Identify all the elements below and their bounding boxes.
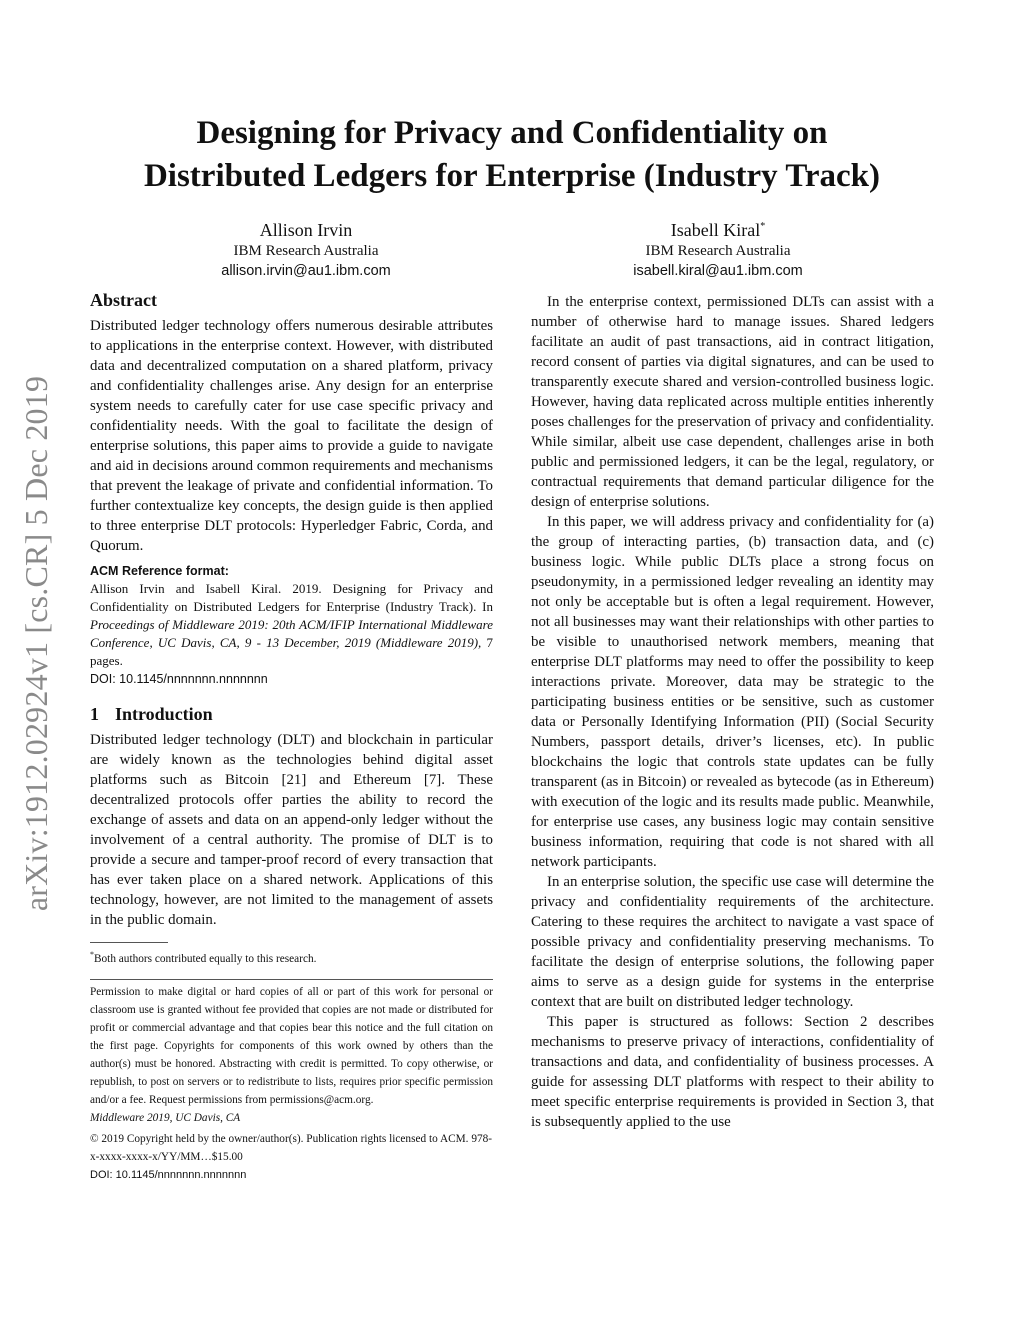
- acm-reference-text: Allison Irvin and Isabell Kiral. 2019. Designing for Privacy and Confidentiality on Distributed Ledgers for Enterprise (Industry Track). In Proceedings of Middleware 2019: 20th ACM/IFIP International Middleware Conference, UC Davis, CA, 9 - 13 December, 2019 (Middleware 2019), 7 pages.: [90, 581, 493, 668]
- copyright-notice: © 2019 Copyright held by the owner/author(s). Publication rights licensed to ACM. 978-x-xxxx-xxxx-x/YY/MM…$15.00: [90, 1132, 493, 1163]
- title-line-2: Distributed Ledgers for Enterprise (Industry Track): [143, 158, 881, 194]
- author-affiliation: IBM Research Australia: [233, 243, 379, 259]
- author-block-2: [588, 216, 848, 282]
- author-block-1: [176, 216, 436, 282]
- author-name: Allison Irvin: [259, 220, 353, 240]
- left-column: [90, 288, 493, 1184]
- intro-paragraph-1: Distributed ledger technology (DLT) and blockchain in particular are widely known as the technologies behind digital asset platforms such as Bitcoin [21] and Ethereum [7]. These decentralized protocols offer parties the ability to record the exchange of assets and data on an append-only ledger without the involvement of a central authority. The promise of DLT is to provide a secure and tamper-proof record of every transaction that has ever taken place on a shared network. Applications of this technology, however, are not limited to the management of assets in the public domain.: [90, 732, 493, 928]
- arxiv-stamp: [6, 361, 68, 926]
- author-email: allison.irvin@au1.ibm.com: [221, 263, 391, 279]
- abstract-text: Distributed ledger technology offers numerous desirable attributes to applications in the enterprise context. However, with distributed data and decentralized computation on a shared platform, privacy and confidentiality challenges arise. Any design for an enterprise system needs to carefully cater for use case specific privacy and confidentiality needs. With the goal to facilitate the design of enterprise solutions, this paper aims to provide a guide to navigate and aid in decisions around common requirements and mechanisms that prevent the leakage of private and confidential information. To further contextualize key concepts, the design guide is then applied to three enterprise DLT protocols: Hyperledger Fabric, Corda, and Quorum.: [90, 318, 493, 554]
- body-paragraph: This paper is structured as follows: Section 2 describes mechanisms to preserve privacy of interactions, confidentiality of transactions and data, and confidentiality of business processes. A guide for assessing DLT platforms with respect to their ability to meet specific enterprise requirements is provided in Section 3, that is subsequently applied to the use: [531, 1014, 934, 1130]
- venue: Middleware 2019, UC Davis, CA: [90, 1111, 241, 1124]
- author-email: isabell.kiral@au1.ibm.com: [633, 263, 803, 279]
- permission-notice: Permission to make digital or hard copies of all or part of this work for personal or classroom use is granted without fee provided that copies are not made or distributed for profit or commercial advantage and that copies bear this notice and the full citation on the first page. Copyrights for components of this work owned by others than the author(s) must be honored. Abstracting with credit is permitted. To copy otherwise, or republish, to post on servers or to redistribute to lists, requires prior specific permission and/or a fee. Request permissions from permissions@acm.org.: [90, 985, 493, 1106]
- permission-doi: DOI: 10.1145/nnnnnnn.nnnnnnn: [90, 1168, 247, 1181]
- acm-reference-doi: DOI: 10.1145/nnnnnnn.nnnnnnn: [90, 672, 268, 686]
- abstract-heading: Abstract: [90, 290, 157, 310]
- title-line-1: Designing for Privacy and Confidentiality on: [196, 115, 828, 151]
- paper-title: [90, 112, 934, 198]
- body-paragraph: In this paper, we will address privacy and confidentiality for (a) the group of interacting parties, (b) transaction data, and (c) business logic. While public DLTs place a strong focus on pseudonymity, in a permissioned ledger revealing an identity may not only be acceptable but is often a legal requirement. However, not all businesses may want their relationships with other parties to be visible to unauthorised network members, meaning that enterprise DLT platforms may need to offer the possibility to keep interactions private. Moreover, data may be strategic to the participating business entities or be sensitive, such as customer data or Personally Identifying Information (PII) (Social Security Numbers, passport details, driver’s licenses, etc). In public blockchains the logic that controls state updates can be fully transparent (as in Bitcoin) or revealed as bytecode (as in Ethereum) with execution of the logic and its results made public. Meanwhile, for enterprise use cases, any business logic may contain sensitive business information, requiring that code is not shared with all network participants.: [531, 514, 934, 870]
- section-heading-introduction: 1 Introduction: [90, 704, 213, 724]
- body-paragraph: In the enterprise context, permissioned DLTs can assist with a number of otherwise hard to manage issues. Shared ledgers facilitate an audit of past transactions, aid in contract litigation, record consent of parties via digital signatures, and can be used to transparently execute shared and version-controlled business logic. However, having data replicated across multiple entities inherently poses challenges for the preservation of privacy and confidentiality. While similar, albeit use case dependent, challenges arise in both public and permissioned ledgers, it can be the legal, regulatory, or contractual requirements that demand particular diligence for the design of enterprise solutions.: [531, 294, 935, 510]
- permission-divider: [90, 979, 493, 980]
- author-affiliation: IBM Research Australia: [645, 243, 791, 259]
- body-paragraph: In an enterprise solution, the specific use case will determine the privacy and confidentiality requirements of the architecture. Catering to these requires the architect to navigate a vast space of possible privacy and confidentiality preserving mechanisms. To facilitate the design of enterprise solutions, the following paper aims to serve as a design guide for systems in the enterprise context that are built on distributed ledger technology.: [531, 874, 934, 1010]
- author-name: Isabell Kiral*: [670, 220, 766, 240]
- acm-reference-heading: ACM Reference format:: [90, 564, 229, 578]
- footnote: *Both authors contributed equally to this research.: [90, 950, 317, 965]
- footnote-divider: [90, 942, 168, 943]
- right-column: [531, 292, 934, 1132]
- arxiv-stamp-text: arXiv:1912.02924v1 [cs.CR] 5 Dec 2019: [18, 375, 55, 912]
